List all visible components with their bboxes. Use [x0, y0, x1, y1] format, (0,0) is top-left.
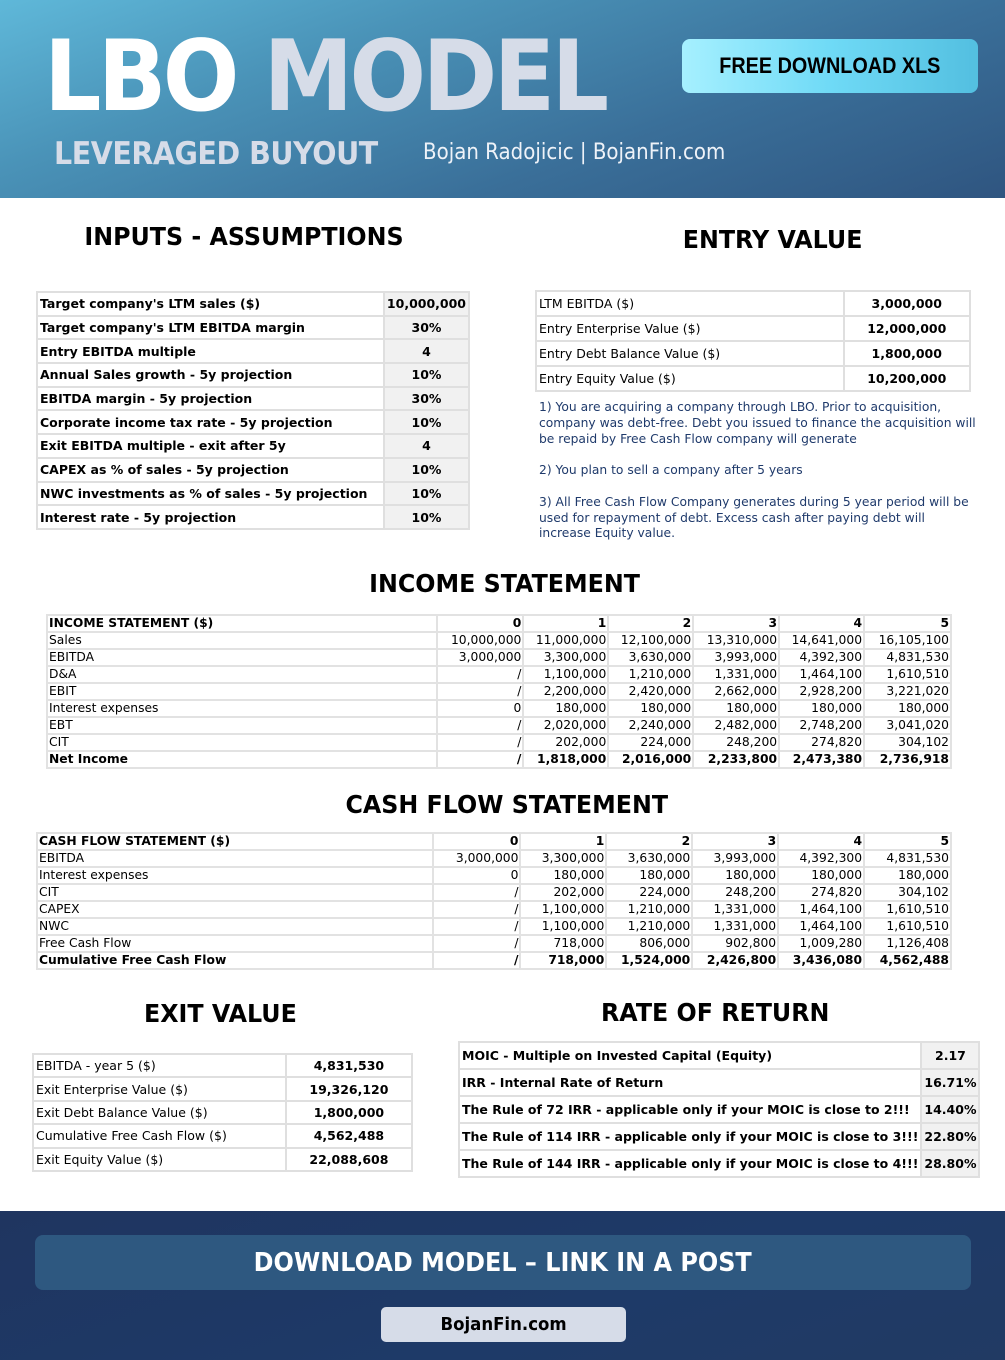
- value-cell: /: [437, 751, 523, 768]
- entry-table: [535, 290, 971, 392]
- value-cell: 16,105,100: [864, 632, 951, 649]
- row-value: 30%: [384, 387, 469, 411]
- year-header-cell: 3: [693, 615, 779, 632]
- exit-section-title: EXIT VALUE: [144, 999, 297, 1028]
- row-label: Annual Sales growth - 5y projection: [37, 363, 384, 387]
- table-row: [47, 632, 951, 649]
- row-label: The Rule of 114 IRR - applicable only if your MOIC is close to 3!!!: [459, 1123, 921, 1150]
- value-cell: 1,009,280: [778, 935, 864, 952]
- value-cell: 3,300,000: [523, 649, 608, 666]
- value-cell: 3,630,000: [608, 649, 693, 666]
- table-row: [459, 1096, 979, 1123]
- year-header-cell: 0: [437, 615, 523, 632]
- free-download-label: FREE DOWNLOAD XLS: [719, 53, 941, 78]
- value-cell: 1,464,100: [778, 901, 864, 918]
- year-header-cell: 1: [520, 833, 606, 850]
- year-header-cell: 2: [608, 615, 693, 632]
- value-cell: 180,000: [864, 700, 951, 717]
- value-cell: 224,000: [606, 884, 692, 901]
- author-credit: Bojan Radojicic | BojanFin.com: [423, 140, 726, 165]
- table-row: [37, 434, 469, 458]
- value-cell: 1,610,510: [864, 901, 951, 918]
- value-cell: 718,000: [520, 952, 606, 969]
- value-cell: 4,392,300: [779, 649, 864, 666]
- value-cell: 10,000,000: [437, 632, 523, 649]
- row-label: Exit Debt Balance Value ($): [33, 1101, 286, 1124]
- value-cell: 1,210,000: [606, 901, 692, 918]
- entry-notes: [539, 400, 979, 558]
- table-row: [37, 867, 951, 884]
- row-value: 10,000,000: [384, 292, 469, 316]
- row-value: 12,000,000: [844, 316, 971, 341]
- year-header-cell: 5: [864, 615, 951, 632]
- row-label: EBIT: [47, 683, 437, 700]
- value-cell: 1,331,000: [693, 666, 779, 683]
- value-cell: 3,000,000: [433, 850, 521, 867]
- value-cell: 1,210,000: [606, 918, 692, 935]
- value-cell: /: [433, 918, 521, 935]
- value-cell: 304,102: [864, 884, 951, 901]
- value-cell: 2,233,800: [693, 751, 779, 768]
- table-row: [459, 1123, 979, 1150]
- value-cell: 4,562,488: [864, 952, 951, 969]
- row-label: CAPEX as % of sales - 5y projection: [37, 458, 384, 482]
- value-cell: 274,820: [779, 734, 864, 751]
- value-cell: 1,126,408: [864, 935, 951, 952]
- value-cell: 1,610,510: [864, 918, 951, 935]
- row-label: Exit EBITDA multiple - exit after 5y: [37, 434, 384, 458]
- row-label: EBITDA: [37, 850, 433, 867]
- table-row: [47, 717, 951, 734]
- row-label: The Rule of 144 IRR - applicable only if your MOIC is close to 4!!!: [459, 1150, 921, 1177]
- value-cell: 180,000: [778, 867, 864, 884]
- table-row: [33, 1101, 412, 1124]
- value-cell: /: [433, 952, 521, 969]
- table-title-cell: INCOME STATEMENT ($): [47, 615, 437, 632]
- row-label: Exit Enterprise Value ($): [33, 1077, 286, 1100]
- value-cell: 2,240,000: [608, 717, 693, 734]
- table-row: [37, 292, 469, 316]
- row-label: IRR - Internal Rate of Return: [459, 1069, 921, 1096]
- value-cell: 248,200: [692, 884, 778, 901]
- table-row: [536, 341, 970, 366]
- value-cell: 3,993,000: [692, 850, 778, 867]
- table-title-cell: CASH FLOW STATEMENT ($): [37, 833, 433, 850]
- year-header-cell: 5: [864, 833, 951, 850]
- row-value: 1,800,000: [844, 341, 971, 366]
- table-row: [47, 700, 951, 717]
- row-label: Sales: [47, 632, 437, 649]
- table-row: [37, 482, 469, 506]
- value-cell: 304,102: [864, 734, 951, 751]
- value-cell: 2,748,200: [779, 717, 864, 734]
- table-row: [37, 387, 469, 411]
- value-cell: 1,331,000: [692, 901, 778, 918]
- cashflow-statement-table: [36, 832, 952, 970]
- value-cell: /: [433, 884, 521, 901]
- row-value: 4,831,530: [286, 1054, 412, 1077]
- row-label: Target company's LTM EBITDA margin: [37, 316, 384, 340]
- value-cell: 0: [437, 700, 523, 717]
- table-row: [37, 339, 469, 363]
- value-cell: 718,000: [520, 935, 606, 952]
- table-row: [47, 683, 951, 700]
- row-label: Entry EBITDA multiple: [37, 339, 384, 363]
- footer: [0, 1211, 1005, 1360]
- row-value: 19,326,120: [286, 1077, 412, 1100]
- value-cell: 1,524,000: [606, 952, 692, 969]
- row-label: MOIC - Multiple on Invested Capital (Equity): [459, 1042, 921, 1069]
- header-row: [37, 833, 951, 850]
- value-cell: 2,420,000: [608, 683, 693, 700]
- value-cell: 180,000: [864, 867, 951, 884]
- row-value: 4: [384, 434, 469, 458]
- website-link[interactable]: [381, 1307, 626, 1342]
- row-value: 10%: [384, 363, 469, 387]
- value-cell: 202,000: [520, 884, 606, 901]
- row-label: Cumulative Free Cash Flow ($): [33, 1124, 286, 1147]
- return-section-title: RATE OF RETURN: [601, 998, 830, 1027]
- value-cell: 1,331,000: [692, 918, 778, 935]
- row-label: Entry Enterprise Value ($): [536, 316, 844, 341]
- table-row: [37, 901, 951, 918]
- row-value: 1,800,000: [286, 1101, 412, 1124]
- value-cell: /: [437, 734, 523, 751]
- table-row: [33, 1077, 412, 1100]
- exit-table: [32, 1053, 413, 1172]
- year-header-cell: 3: [692, 833, 778, 850]
- value-cell: 2,662,000: [693, 683, 779, 700]
- table-row: [459, 1150, 979, 1177]
- value-cell: 3,436,080: [778, 952, 864, 969]
- income-statement-table: [46, 614, 952, 769]
- row-value: 10%: [384, 410, 469, 434]
- row-value: 4: [384, 339, 469, 363]
- row-label: Interest expenses: [47, 700, 437, 717]
- row-label: CIT: [47, 734, 437, 751]
- row-label: Net Income: [47, 751, 437, 768]
- website-label: BojanFin.com: [440, 1314, 567, 1335]
- value-cell: 1,210,000: [608, 666, 693, 683]
- page-subtitle: LEVERAGED BUYOUT: [54, 136, 378, 172]
- value-cell: 2,020,000: [523, 717, 608, 734]
- title-model: MODEL: [263, 20, 606, 134]
- value-cell: /: [437, 717, 523, 734]
- value-cell: 806,000: [606, 935, 692, 952]
- table-row: [37, 410, 469, 434]
- value-cell: 248,200: [693, 734, 779, 751]
- note-1: 1) You are acquiring a company through LBO. Prior to acquisition, company was debt-free. Debt you issued to finance the acquisition will be repaid by Free Cash Flow company will generate: [539, 400, 976, 446]
- return-table: [458, 1041, 980, 1178]
- year-header-cell: 4: [778, 833, 864, 850]
- row-value: 10%: [384, 458, 469, 482]
- value-cell: /: [433, 901, 521, 918]
- title-lbo: LBO: [44, 20, 236, 134]
- table-row: [37, 458, 469, 482]
- download-model-label: DOWNLOAD MODEL – LINK IN A POST: [253, 1247, 753, 1278]
- row-label: D&A: [47, 666, 437, 683]
- value-cell: 3,300,000: [520, 850, 606, 867]
- row-label: NWC investments as % of sales - 5y projection: [37, 482, 384, 506]
- value-cell: /: [437, 666, 523, 683]
- row-value: 10%: [384, 482, 469, 506]
- value-cell: 14,641,000: [779, 632, 864, 649]
- value-cell: 180,000: [692, 867, 778, 884]
- value-cell: 13,310,000: [693, 632, 779, 649]
- value-cell: 180,000: [693, 700, 779, 717]
- note-2: 2) You plan to sell a company after 5 years: [539, 463, 803, 478]
- row-label: EBT: [47, 717, 437, 734]
- row-value: 16.71%: [921, 1069, 979, 1096]
- value-cell: 1,464,100: [778, 918, 864, 935]
- value-cell: 0: [433, 867, 521, 884]
- value-cell: 180,000: [608, 700, 693, 717]
- value-cell: 3,993,000: [693, 649, 779, 666]
- header-row: [47, 615, 951, 632]
- table-row: [37, 918, 951, 935]
- row-label: NWC: [37, 918, 433, 935]
- row-label: Cumulative Free Cash Flow: [37, 952, 433, 969]
- year-header-cell: 0: [433, 833, 521, 850]
- row-label: EBITDA margin - 5y projection: [37, 387, 384, 411]
- table-row: [459, 1042, 979, 1069]
- row-value: 28.80%: [921, 1150, 979, 1177]
- row-label: Entry Debt Balance Value ($): [536, 341, 844, 366]
- value-cell: 4,831,530: [864, 649, 951, 666]
- row-value: 14.40%: [921, 1096, 979, 1123]
- value-cell: 274,820: [778, 884, 864, 901]
- table-row: [33, 1054, 412, 1077]
- value-cell: 180,000: [523, 700, 608, 717]
- inputs-table: [36, 291, 470, 530]
- inputs-section-title: INPUTS - ASSUMPTIONS: [84, 222, 404, 251]
- value-cell: 2,016,000: [608, 751, 693, 768]
- row-label: Interest rate - 5y projection: [37, 505, 384, 529]
- row-label: EBITDA - year 5 ($): [33, 1054, 286, 1077]
- row-value: 10,200,000: [844, 366, 971, 391]
- value-cell: 2,736,918: [864, 751, 951, 768]
- value-cell: 2,200,000: [523, 683, 608, 700]
- value-cell: /: [437, 683, 523, 700]
- table-row: [37, 505, 469, 529]
- year-header-cell: 4: [779, 615, 864, 632]
- value-cell: 224,000: [608, 734, 693, 751]
- value-cell: 2,928,200: [779, 683, 864, 700]
- row-label: LTM EBITDA ($): [536, 291, 844, 316]
- row-value: 4,562,488: [286, 1124, 412, 1147]
- value-cell: 12,100,000: [608, 632, 693, 649]
- value-cell: 2,426,800: [692, 952, 778, 969]
- entry-section-title: ENTRY VALUE: [682, 225, 863, 254]
- table-row: [37, 884, 951, 901]
- value-cell: 1,100,000: [520, 901, 606, 918]
- value-cell: 2,473,380: [779, 751, 864, 768]
- free-download-button[interactable]: [682, 39, 978, 93]
- page-title: [44, 22, 605, 132]
- row-label: CAPEX: [37, 901, 433, 918]
- note-3: 3) All Free Cash Flow Company generates during 5 year period will be used for repayment of debt. Excess cash after paying debt will increase Equity value.: [539, 494, 969, 541]
- row-label: Entry Equity Value ($): [536, 366, 844, 391]
- row-value: 3,000,000: [844, 291, 971, 316]
- row-label: Interest expenses: [37, 867, 433, 884]
- cashflow-section-title: CASH FLOW STATEMENT: [345, 790, 669, 819]
- header-banner: [0, 0, 1005, 198]
- table-row: [37, 935, 951, 952]
- value-cell: 2,482,000: [693, 717, 779, 734]
- row-value: 2.17: [921, 1042, 979, 1069]
- value-cell: 202,000: [523, 734, 608, 751]
- value-cell: 180,000: [520, 867, 606, 884]
- income-section-title: INCOME STATEMENT: [369, 569, 640, 598]
- table-row: [37, 850, 951, 867]
- table-row: [33, 1124, 412, 1147]
- value-cell: 180,000: [779, 700, 864, 717]
- row-value: 22.80%: [921, 1123, 979, 1150]
- value-cell: /: [433, 935, 521, 952]
- row-label: The Rule of 72 IRR - applicable only if your MOIC is close to 2!!!: [459, 1096, 921, 1123]
- value-cell: 1,100,000: [523, 666, 608, 683]
- value-cell: 3,041,020: [864, 717, 951, 734]
- table-row: [47, 649, 951, 666]
- value-cell: 1,100,000: [520, 918, 606, 935]
- table-row: [536, 316, 970, 341]
- table-row: [459, 1069, 979, 1096]
- value-cell: 902,800: [692, 935, 778, 952]
- value-cell: 1,610,510: [864, 666, 951, 683]
- value-cell: 11,000,000: [523, 632, 608, 649]
- row-label: Free Cash Flow: [37, 935, 433, 952]
- row-label: Corporate income tax rate - 5y projection: [37, 410, 384, 434]
- table-row: [37, 952, 951, 969]
- table-row: [536, 366, 970, 391]
- row-value: 22,088,608: [286, 1148, 412, 1171]
- row-label: Target company's LTM sales ($): [37, 292, 384, 316]
- row-label: EBITDA: [47, 649, 437, 666]
- row-label: Exit Equity Value ($): [33, 1148, 286, 1171]
- value-cell: 1,818,000: [523, 751, 608, 768]
- table-row: [33, 1148, 412, 1171]
- table-row: [37, 363, 469, 387]
- row-value: 30%: [384, 316, 469, 340]
- value-cell: 3,630,000: [606, 850, 692, 867]
- table-row: [47, 734, 951, 751]
- row-value: 10%: [384, 505, 469, 529]
- value-cell: 3,221,020: [864, 683, 951, 700]
- download-model-banner[interactable]: [35, 1235, 971, 1290]
- row-label: CIT: [37, 884, 433, 901]
- table-row: [47, 751, 951, 768]
- value-cell: 1,464,100: [779, 666, 864, 683]
- value-cell: 4,831,530: [864, 850, 951, 867]
- value-cell: 180,000: [606, 867, 692, 884]
- table-row: [37, 316, 469, 340]
- year-header-cell: 1: [523, 615, 608, 632]
- table-row: [47, 666, 951, 683]
- value-cell: 4,392,300: [778, 850, 864, 867]
- year-header-cell: 2: [606, 833, 692, 850]
- table-row: [536, 291, 970, 316]
- value-cell: 3,000,000: [437, 649, 523, 666]
